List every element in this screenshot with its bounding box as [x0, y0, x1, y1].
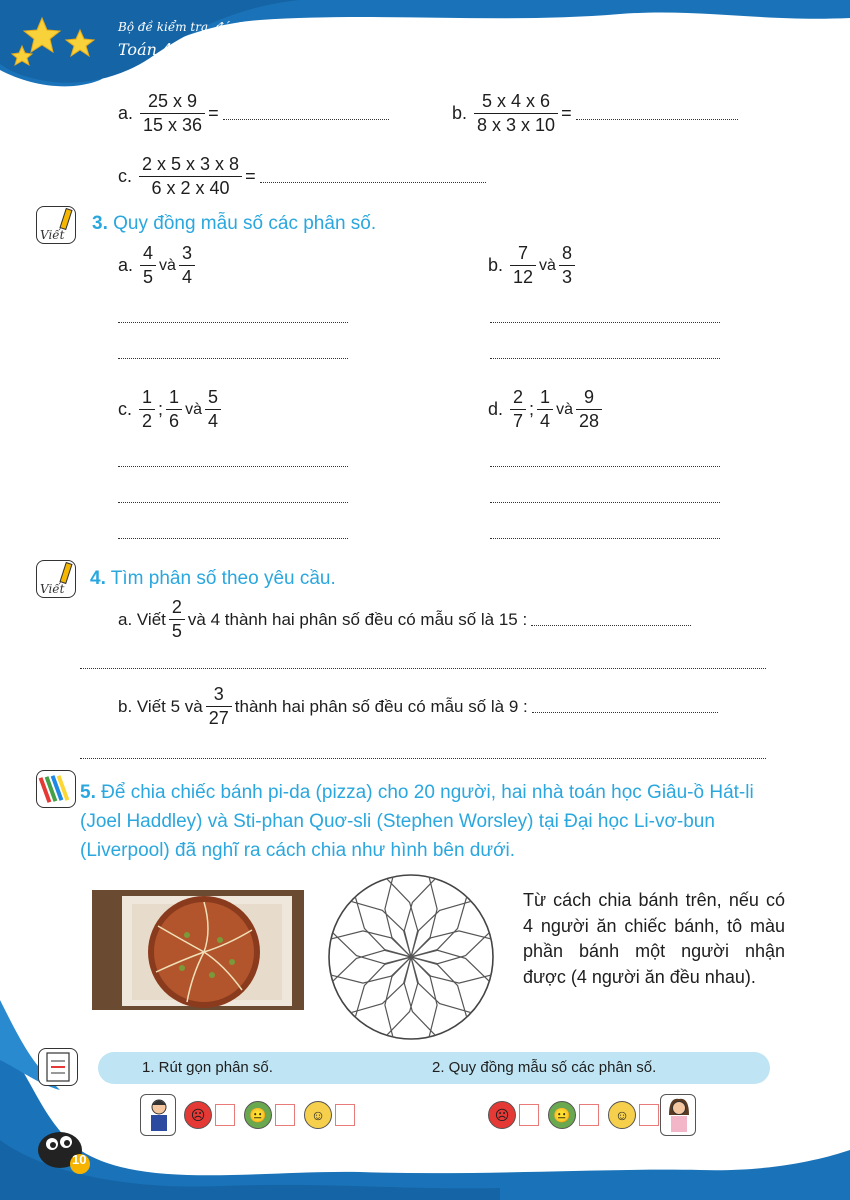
girl-avatar	[660, 1094, 696, 1136]
checklist-item-1: 1. Rút gọn phân số.	[142, 1059, 273, 1076]
answer-line[interactable]	[490, 466, 720, 467]
happy-face-icon[interactable]: ☺	[608, 1101, 636, 1129]
connector-word: và	[159, 256, 176, 274]
numerator: 3	[213, 684, 224, 704]
ex2-item-a	[118, 92, 389, 135]
icon-label: Viết	[40, 228, 65, 242]
denominator: 4	[181, 267, 192, 288]
answer-line[interactable]	[490, 538, 720, 539]
separator: ;	[158, 399, 164, 420]
checklist-item-2: 2. Quy đồng mẫu số các phân số.	[432, 1059, 657, 1076]
denominator: 5	[143, 267, 154, 288]
exercise-title: Tìm phân số theo yêu cầu.	[110, 568, 336, 589]
write-activity-icon	[36, 560, 76, 598]
item-text-start: b. Viết 5 và	[118, 696, 203, 716]
fraction	[537, 388, 553, 431]
ex3-item-c	[118, 388, 224, 431]
numerator: 7	[518, 243, 529, 263]
item-label: b.	[452, 103, 468, 124]
denominator: 6 x 2 x 40	[151, 178, 230, 199]
answer-line[interactable]	[80, 758, 766, 759]
fraction	[474, 92, 558, 135]
division-line	[411, 933, 489, 964]
denominator: 12	[513, 267, 534, 288]
item-label: d.	[488, 399, 504, 420]
denominator: 4	[207, 411, 218, 432]
numerator: 2	[171, 597, 182, 617]
ex4-item-b	[118, 685, 718, 728]
ex4-item-a	[118, 598, 691, 641]
rating-checkbox[interactable]	[215, 1104, 235, 1126]
item-text-end: và 4 thành hai phân số đều có mẫu số là 15 :	[187, 609, 528, 629]
item-label: b.	[488, 255, 504, 276]
fraction	[179, 244, 195, 287]
equals-sign: =	[208, 103, 219, 124]
ex3-item-d	[488, 388, 605, 431]
write-activity-icon	[36, 206, 76, 244]
fraction	[559, 244, 575, 287]
book-volume-title: Toán 4, tập 2	[118, 40, 224, 59]
numerator: 2	[513, 387, 524, 407]
answer-line[interactable]	[490, 322, 720, 323]
happy-face-icon[interactable]: ☺	[304, 1101, 332, 1129]
numerator: 4	[143, 243, 154, 263]
denominator: 15 x 36	[143, 115, 203, 136]
boy-avatar	[140, 1094, 176, 1136]
fraction	[205, 388, 221, 431]
icon-label: Viết	[40, 582, 65, 596]
ex3-title	[92, 213, 376, 235]
numerator: 2 x 5 x 3 x 8	[142, 154, 240, 174]
item-text-end: thành hai phân số đều có mẫu số là 9 :	[234, 696, 528, 716]
rating-checkbox[interactable]	[335, 1104, 355, 1126]
ex3-item-b	[488, 244, 578, 287]
answer-line[interactable]	[118, 466, 348, 467]
exercise-text: Để chia chiếc bánh pi-da (pizza) cho 20 người, hai nhà toán học Giâu-ồ Hát-li (Joel Haddley) và Sti-phan Quơ-sli (Stephen Worsley) tại Đại học Li-vơ-bun (Liverpool) đã nghĩ ra cách chia như hình bên dưới.	[80, 782, 754, 861]
equals-sign: =	[561, 103, 572, 124]
rating-group-1	[184, 1097, 361, 1133]
item-label: a.	[118, 255, 134, 276]
denominator: 7	[513, 411, 524, 432]
fraction	[510, 388, 526, 431]
fraction	[139, 388, 155, 431]
division-line	[404, 879, 435, 957]
answer-line[interactable]	[260, 182, 486, 183]
footer-wave	[0, 1000, 850, 1200]
page-number: 10	[72, 1152, 87, 1167]
equals-sign: =	[245, 166, 256, 187]
fraction	[576, 388, 602, 431]
division-line	[333, 950, 411, 981]
coloring-activity-icon	[36, 770, 76, 808]
numerator: 5	[207, 387, 218, 407]
answer-line[interactable]	[490, 502, 720, 503]
answer-line[interactable]	[490, 358, 720, 359]
rating-group-2	[488, 1097, 665, 1133]
division-line	[387, 879, 418, 957]
answer-line[interactable]	[118, 322, 348, 323]
answer-line[interactable]	[118, 358, 348, 359]
fraction	[166, 388, 182, 431]
book-series-title: Bộ đề kiểm tra, đánh giá năng lực	[118, 20, 325, 34]
rating-checkbox[interactable]	[275, 1104, 295, 1126]
neutral-face-icon[interactable]: 😐	[548, 1101, 576, 1129]
numerator: 1	[169, 387, 180, 407]
denominator: 8 x 3 x 10	[477, 115, 556, 136]
ex2-item-b	[452, 92, 738, 135]
ex5-instruction: Từ cách chia bánh trên, nếu có 4 người ăn chiếc bánh, tô màu phần bánh một người nhận được (4 người ăn đều nhau).	[523, 890, 785, 987]
answer-line[interactable]	[118, 502, 348, 503]
denominator: 6	[169, 411, 180, 432]
answer-line[interactable]	[80, 668, 766, 669]
exercise-title: Quy đồng mẫu số các phân số.	[113, 213, 377, 234]
sad-face-icon[interactable]: ☹	[184, 1101, 212, 1129]
item-text-start: a. Viết	[118, 609, 166, 629]
numerator: 1	[142, 387, 153, 407]
rating-checkbox[interactable]	[639, 1104, 659, 1126]
exercise-number: 4.	[90, 568, 106, 589]
exercise-number: 5.	[80, 782, 96, 803]
numerator: 25 x 9	[148, 91, 198, 111]
denominator: 3	[561, 267, 572, 288]
fraction	[206, 685, 232, 728]
fraction	[510, 244, 536, 287]
fraction	[169, 598, 185, 641]
fraction	[139, 155, 242, 198]
rating-checkbox[interactable]	[519, 1104, 539, 1126]
numerator: 5 x 4 x 6	[482, 91, 551, 111]
answer-line[interactable]	[118, 538, 348, 539]
connector-word: và	[539, 256, 556, 274]
denominator: 28	[578, 411, 599, 432]
sad-face-icon[interactable]: ☹	[488, 1101, 516, 1129]
pizza-photo	[92, 890, 304, 1010]
rating-checkbox[interactable]	[579, 1104, 599, 1126]
ex4-title	[90, 568, 336, 590]
fraction	[140, 92, 205, 135]
item-label: c.	[118, 166, 133, 187]
ex3-item-a	[118, 244, 198, 287]
separator: ;	[529, 399, 535, 420]
ex2-item-c	[118, 155, 486, 198]
checklist-icon	[38, 1048, 78, 1086]
numerator: 8	[561, 243, 572, 263]
division-line	[333, 933, 411, 964]
answer-line[interactable]	[223, 119, 389, 120]
numerator: 1	[540, 387, 551, 407]
exercise-number: 3.	[92, 213, 108, 234]
denominator: 2	[142, 411, 153, 432]
fraction	[140, 244, 156, 287]
connector-word: và	[556, 400, 573, 418]
answer-line[interactable]	[532, 712, 718, 713]
denominator: 4	[540, 411, 551, 432]
neutral-face-icon[interactable]: 😐	[244, 1101, 272, 1129]
item-label: c.	[118, 399, 133, 420]
numerator: 9	[583, 387, 594, 407]
denominator: 27	[208, 708, 229, 729]
mascot-icon	[30, 1108, 100, 1178]
answer-line[interactable]	[576, 119, 738, 120]
item-label: a.	[118, 103, 134, 124]
denominator: 5	[171, 621, 182, 642]
connector-word: và	[185, 400, 202, 418]
ex5-prompt	[80, 778, 770, 865]
answer-line[interactable]	[531, 625, 691, 626]
division-line	[411, 950, 489, 981]
numerator: 3	[181, 243, 192, 263]
